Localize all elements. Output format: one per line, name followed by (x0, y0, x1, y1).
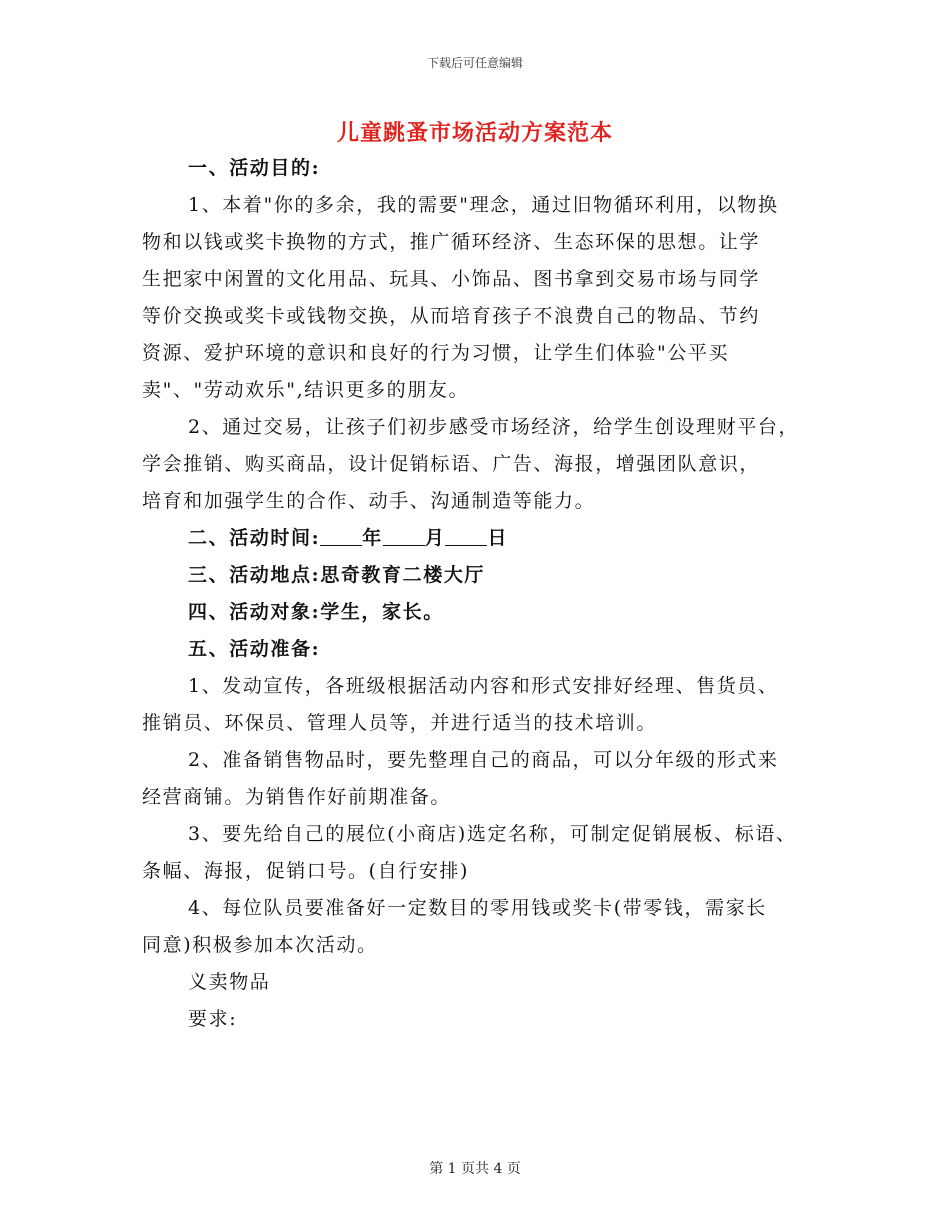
paragraph-line: 资源、爱护环境的意识和良好的行为习惯，让学生们体验"公平买 (142, 342, 730, 364)
section-heading-time (142, 520, 832, 557)
section-heading-location: 三、活动地点:思奇教育二楼大厅 (188, 564, 486, 586)
paragraph-line: 生把家中闲置的文化用品、玩具、小饰品、图书拿到交易市场与同学 (142, 268, 761, 290)
paragraph-line: 经营商铺。为销售作好前期准备。 (142, 786, 452, 808)
paragraph-line: 卖"、"劳动欢乐",结识更多的朋友。 (142, 379, 470, 401)
paragraph-line: 条幅、海报，促销口号。(自行安排) (142, 860, 470, 882)
paragraph-line: 2、通过交易，让孩子们初步感受市场经济，给学生创设理财平台， (188, 416, 800, 438)
paragraph-line: 等价交换或奖卡或钱物交换，从而培育孩子不浪费自己的物品、节约 (142, 305, 761, 327)
month-label: 月 (424, 527, 446, 549)
paragraph-line: 同意)积极参加本次活动。 (142, 934, 378, 956)
day-blank (445, 523, 487, 546)
document-title: 儿童跳蚤市场活动方案范本 (336, 120, 613, 146)
paragraph-line: 物和以钱或奖卡换物的方式，推广循环经济、生态环保的思想。让学 (142, 231, 761, 253)
paragraph-line: 4、每位队员要准备好一定数目的零用钱或奖卡(带零钱，需家长 (188, 897, 767, 919)
page-header: 下载后可任意编辑 (426, 56, 523, 70)
time-label: 二、活动时间: (188, 527, 321, 549)
paragraph-line: 2、准备销售物品时，要先整理自己的商品，可以分年级的形式来 (188, 749, 779, 771)
paragraph-line: 3、要先给自己的展位(小商店)选定名称，可制定促销展板、标语、 (188, 823, 797, 845)
day-label: 日 (487, 527, 509, 549)
paragraph-line: 推销员、环保员、管理人员等，并进行适当的技术培训。 (142, 712, 658, 734)
paragraph-line: 1、发动宣传，各班级根据活动内容和形式安排好经理、售货员、 (188, 675, 779, 697)
section-heading-audience: 四、活动对象:学生，家长。 (188, 601, 444, 623)
page-footer: 第 1 页共 4 页 (429, 1161, 521, 1177)
requirements-label: 要求: (188, 1008, 238, 1030)
section-heading-purpose: 一、活动目的: (188, 157, 321, 179)
paragraph-line: 1、本着"你的多余，我的需要"理念，通过旧物循环利用，以物换 (188, 194, 779, 216)
paragraph-line: 培育和加强学生的合作、动手、沟通制造等能力。 (142, 490, 596, 512)
sale-items-label: 义卖物品 (188, 971, 271, 993)
paragraph-line: 学会推销、购买商品，设计促销标语、广告、海报，增强团队意识， (142, 453, 761, 475)
document-body (142, 150, 832, 1038)
section-heading-preparation: 五、活动准备: (188, 638, 321, 660)
year-label: 年 (362, 527, 383, 549)
month-blank (383, 523, 425, 546)
year-blank (320, 523, 362, 546)
